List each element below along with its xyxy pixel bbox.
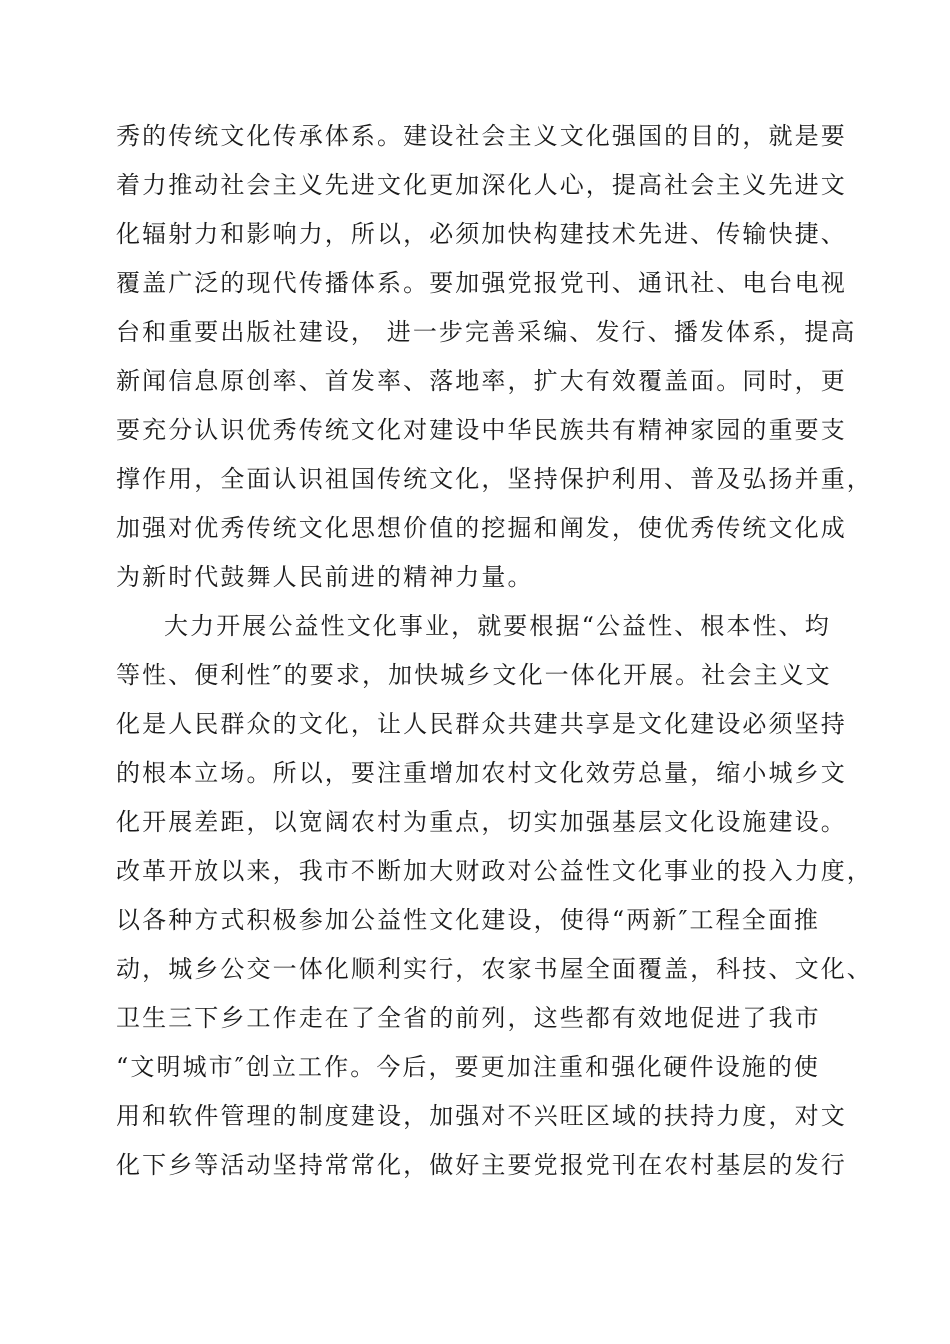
paragraph-line: 用和软件管理的制度建设，加强对不兴旺区域的扶持力度，对文: [116, 1102, 847, 1130]
paragraph-1: [116, 112, 873, 602]
paragraph-line: 着力推动社会主义先进文化更加深化人心，提高社会主义先进文: [116, 171, 847, 199]
paragraph-line: 以各种方式积极参加公益性文化建设，使得“两新″工程全面推: [116, 906, 821, 934]
paragraph-first-line: 大力开展公益性文化事业，就要根据“公益性、根本性、均: [164, 612, 831, 640]
paragraph-line: 化辐射力和影响力，所以，必须加快构建技术先进、传输快捷、: [116, 220, 847, 248]
document-body: [116, 112, 873, 1190]
paragraph-line: 动，城乡公交一体化顺利实行，农家书屋全面覆盖，科技、文化、: [116, 955, 873, 983]
paragraph-2: [116, 602, 873, 1190]
paragraph-line: 化开展差距，以宽阔农村为重点，切实加强基层文化设施建设。: [116, 808, 847, 836]
paragraph-line: 加强对优秀传统文化思想价值的挖掘和阐发，使优秀传统文化成: [116, 514, 847, 542]
paragraph-line: 覆盖广泛的现代传播体系。要加强党报党刊、通讯社、电台电视: [116, 269, 847, 297]
paragraph-line: 化下乡等活动坚持常常化，做好主要党报党刊在农村基层的发行: [116, 1151, 847, 1179]
paragraph-line: 改革开放以来，我市不断加大财政对公益性文化事业的投入力度，: [116, 857, 873, 885]
paragraph-line: “文明城市″创立工作。今后，要更加注重和强化硬件设施的使: [116, 1053, 821, 1081]
paragraph-line: 撑作用，全面认识祖国传统文化，坚持保护利用、普及弘扬并重，: [116, 465, 873, 493]
paragraph-line: 为新时代鼓舞人民前进的精神力量。: [116, 563, 534, 591]
paragraph-line: 新闻信息原创率、首发率、落地率，扩大有效覆盖面。同时，更: [116, 367, 847, 395]
paragraph-line: 台和重要出版社建设， 进一步完善采编、发行、播发体系，提高: [116, 318, 857, 346]
paragraph-line: 化是人民群众的文化，让人民群众共建共享是文化建设必须坚持: [116, 710, 847, 738]
paragraph-line: 等性、便利性″的要求，加快城乡文化一体化开展。社会主义文: [116, 661, 832, 689]
paragraph-line: 的根本立场。所以，要注重增加农村文化效劳总量，缩小城乡文: [116, 759, 847, 787]
paragraph-line: 要充分认识优秀传统文化对建设中华民族共有精神家园的重要支: [116, 416, 847, 444]
paragraph-line: 卫生三下乡工作走在了全省的前列，这些都有效地促进了我市: [116, 1004, 821, 1032]
paragraph-line: 秀的传统文化传承体系。建设社会主义文化强国的目的，就是要: [116, 122, 847, 150]
